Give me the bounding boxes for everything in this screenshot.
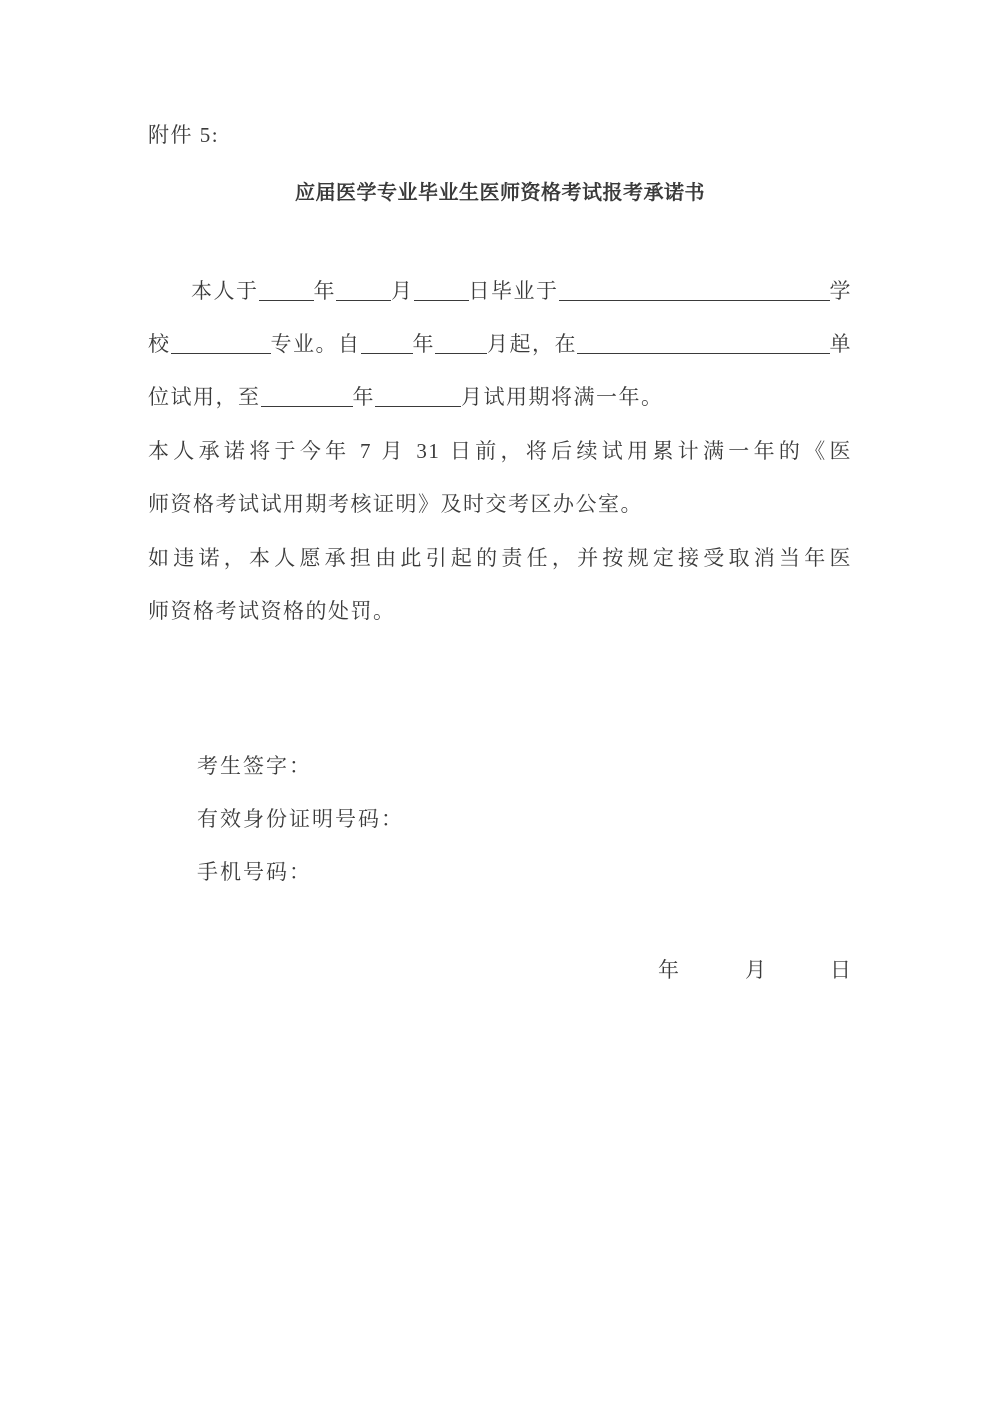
p1-text-school-char2: 校 xyxy=(148,332,171,356)
page-title: 应届医学专业毕业生医师资格考试报考承诺书 xyxy=(295,182,705,204)
blank-school-name xyxy=(559,299,830,301)
blank-day-graduation xyxy=(414,299,469,301)
paragraph1-line2 xyxy=(148,331,852,357)
p1-text-year3: 年 xyxy=(352,385,375,409)
candidate-signature-label: 考生签字： xyxy=(197,754,312,778)
mobile-number-label: 手机号码： xyxy=(197,860,312,884)
p1-text-year: 年 xyxy=(313,279,336,303)
p1-text-unit-char: 单 xyxy=(829,332,852,356)
blank-month-end xyxy=(375,405,461,407)
attachment-label: 附件 5: xyxy=(148,123,220,147)
blank-year-end xyxy=(261,405,353,407)
id-number-label: 有效身份证明号码： xyxy=(197,807,404,831)
paragraph3-line2: 师资格考试资格的处罚。 xyxy=(148,599,396,623)
date-year-label: 年 xyxy=(658,958,681,982)
p1-text-school-char: 学 xyxy=(829,279,852,303)
blank-year-graduation xyxy=(259,299,314,301)
paragraph2-line1: 本人承诺将于今年 7 月 31 日前，将后续试用累计满一年的《医 xyxy=(148,439,852,463)
blank-month-start xyxy=(435,352,487,354)
p1-text-graduated-from: 日毕业于 xyxy=(468,279,559,303)
p1-text-year2: 年 xyxy=(412,332,435,356)
p1-text-month: 月 xyxy=(391,279,414,303)
blank-year-start xyxy=(361,352,413,354)
blank-month-graduation xyxy=(336,299,391,301)
paragraph1-line3 xyxy=(148,384,852,410)
paragraph2-line2: 师资格考试试用期考核证明》及时交考区办公室。 xyxy=(148,492,643,516)
date-line xyxy=(148,957,852,983)
p1-text-born: 本人于 xyxy=(191,279,259,303)
paragraph3-line1: 如违诺，本人愿承担由此引起的责任，并按规定接受取消当年医 xyxy=(148,546,852,570)
date-month-label: 月 xyxy=(745,958,768,982)
date-day-label: 日 xyxy=(830,958,853,982)
blank-unit-name xyxy=(577,352,830,354)
paragraph1-line1 xyxy=(148,278,852,304)
p1-text-major-since: 专业。自 xyxy=(270,332,361,356)
p1-text-month-at: 月起，在 xyxy=(487,332,577,356)
p1-text-probation-until: 位试用，至 xyxy=(148,385,261,409)
p1-text-probation-full-year: 月试用期将满一年。 xyxy=(461,385,664,409)
blank-major xyxy=(171,352,271,354)
